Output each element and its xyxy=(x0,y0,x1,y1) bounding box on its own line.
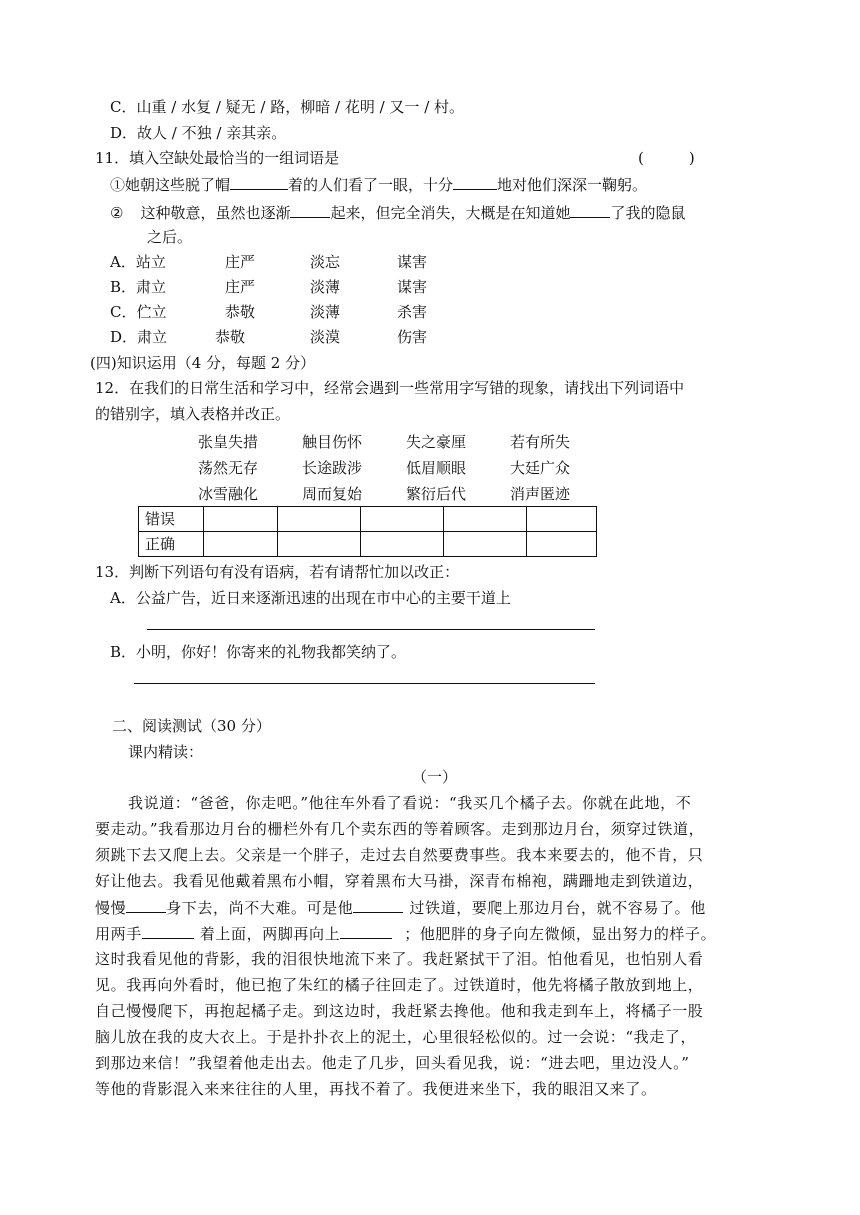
word-item: 低眉顺眼 xyxy=(406,459,467,477)
passage-fragment: 慢慢 xyxy=(95,899,127,917)
q12-correction-table xyxy=(138,506,597,557)
fill-blank[interactable] xyxy=(453,174,497,190)
fill-blank[interactable] xyxy=(353,897,403,913)
passage-line-with-blanks xyxy=(95,923,716,944)
answer-cell[interactable] xyxy=(361,532,444,557)
answer-cell[interactable] xyxy=(527,532,597,557)
passage-line: 脑儿放在我的皮大衣上。于是扑扑衣上的泥土，心里很轻松似的。过一会说：“我走了， xyxy=(95,1028,697,1046)
passage-line: 这时我看见他的背影，我的泪很快地流下来了。我赶紧拭干了泪。怕他看见，也怕别人看 xyxy=(95,950,704,968)
option-word: 恭敬 xyxy=(215,328,246,346)
word-item: 周而复始 xyxy=(302,485,363,503)
q13-stem: 13．判断下列语句有没有语病，若有请帮忙加以改正： xyxy=(95,563,460,581)
answer-cell[interactable] xyxy=(361,507,444,532)
word-item: 若有所失 xyxy=(510,433,571,451)
q11-sentence-2 xyxy=(110,202,686,223)
q11-s1-part-b: 着的人们看了一眼，十分 xyxy=(288,176,454,194)
answer-cell[interactable] xyxy=(204,532,278,557)
q11-s2-part-b: 起来，但完全消失，大概是在知道她 xyxy=(330,204,571,222)
fill-blank[interactable] xyxy=(290,202,330,218)
option-word: 庄严 xyxy=(225,253,256,271)
word-item: 失之豪厘 xyxy=(406,433,467,451)
option-word: 恭敬 xyxy=(225,303,256,321)
option-word: 淡漠 xyxy=(310,328,341,346)
q11-sentence-1 xyxy=(110,174,647,195)
passage-line-with-blanks xyxy=(95,897,706,918)
q11-s1-part-a: ①她朝这些脱了帽 xyxy=(110,176,231,194)
passage-fragment: 用两手 xyxy=(95,925,142,943)
option-word: 谋害 xyxy=(397,278,428,296)
answer-cell[interactable] xyxy=(444,507,527,532)
word-item: 张皇失措 xyxy=(198,433,259,451)
passage-line: 我说道：“爸爸，你走吧。”他往车外看了看说：“我买几个橘子去。你就在此地，不 xyxy=(128,794,692,812)
passage-fragment: 着上面，两脚再向上 xyxy=(199,925,341,943)
passage-line: 要走动。”我看那边月台的栅栏外有几个卖东西的等着顾客。走到那边月台，须穿过铁道， xyxy=(95,820,705,838)
passage-line: 等他的背影混入来来往往的人里，再找不着了。我便进来坐下，我的眼泪又来了。 xyxy=(95,1080,657,1098)
passage-fragment: ；他肥胖的身子向左微倾，显出努力的样子。 xyxy=(404,925,717,943)
q12-stem-line-1: 12．在我们的日常生活和学习中，经常会遇到一些常用字写错的现象，请找出下列词语中 xyxy=(95,379,685,397)
section-4-heading: (四)知识运用（4 分，每题 2 分） xyxy=(90,354,316,372)
row-header-right: 正确 xyxy=(139,532,204,557)
answer-cell[interactable] xyxy=(444,532,527,557)
passage-line: 好让他去。我看见他戴着黑布小帽，穿着黑布大马褂，深青布棉袍，蹒跚地走到铁道边， xyxy=(95,872,704,890)
option-word: 杀害 xyxy=(397,303,428,321)
word-item: 消声匿迹 xyxy=(510,485,571,503)
q10-option-c: C．山重 / 水复 / 疑无 / 路，柳暗 / 花明 / 又一 / 村。 xyxy=(110,98,465,116)
word-item: 大廷广众 xyxy=(510,459,571,477)
option-word: 谋害 xyxy=(397,253,428,271)
fill-blank[interactable] xyxy=(142,923,194,939)
option-word: 淡薄 xyxy=(310,303,341,321)
word-item: 荡然无存 xyxy=(198,459,259,477)
word-item: 冰雪融化 xyxy=(198,485,259,503)
table-row xyxy=(139,507,597,532)
answer-cell[interactable] xyxy=(278,532,361,557)
q11-stem: 11．填入空缺处最恰当的一组词语是 xyxy=(95,149,340,167)
q11-s2-number: ② xyxy=(110,204,124,222)
word-item: 繁衍后代 xyxy=(406,485,467,503)
word-item: 触目伤怀 xyxy=(302,433,363,451)
answer-cell[interactable] xyxy=(278,507,361,532)
table-row xyxy=(139,532,597,557)
q11-s1-part-c: 地对他们深深一鞠躬。 xyxy=(497,176,648,194)
passage-line: 自己慢慢爬下，再抱起橘子走。到这边时，我赶紧去搀他。他和我走到车上，将橘子一股 xyxy=(95,1002,704,1020)
passage-number: （一） xyxy=(412,768,458,786)
option-word: 淡忘 xyxy=(310,253,341,271)
q13-option-a: A．公益广告，近日来逐渐迅速的出现在市中心的主要干道上 xyxy=(110,589,511,607)
part-2-subheading: 课内精读： xyxy=(128,743,204,761)
answer-cell[interactable] xyxy=(527,507,597,532)
q11-s2-part-d: 之后。 xyxy=(147,228,193,246)
q11-answer-paren: ( ) xyxy=(638,149,695,167)
q12-word-list xyxy=(198,431,598,506)
q11-s2-part-a: 这种敬意，虽然也逐渐 xyxy=(140,204,291,222)
passage-fragment: 身下去，尚不大难。可是他 xyxy=(166,899,354,917)
q13-option-b: B．小明，你好！你寄来的礼物我都笑纳了。 xyxy=(110,643,407,661)
q11-s2-part-c: 了我的隐鼠 xyxy=(610,204,686,222)
option-label: D．肃立 xyxy=(110,328,168,346)
option-label: A．站立 xyxy=(110,253,166,271)
option-word: 淡薄 xyxy=(310,278,341,296)
option-word: 庄严 xyxy=(225,278,256,296)
answer-line[interactable] xyxy=(134,683,595,684)
fill-blank[interactable] xyxy=(340,923,392,939)
option-label: B．肃立 xyxy=(110,278,167,296)
passage-line: 见。我再向外看时，他已抱了朱红的橘子往回走了。过铁道时，他先将橘子散放到地上， xyxy=(95,976,704,994)
passage-line: 须跳下去又爬上去。父亲是一个胖子，走过去自然要费事些。我本来要去的，他不肯，只 xyxy=(95,846,704,864)
row-header-wrong: 错误 xyxy=(139,507,204,532)
option-label: C．伫立 xyxy=(110,303,167,321)
fill-blank[interactable] xyxy=(126,897,166,913)
q12-stem-line-2: 的错别字，填入表格并改正。 xyxy=(95,405,291,423)
fill-blank[interactable] xyxy=(570,202,610,218)
fill-blank[interactable] xyxy=(230,174,288,190)
answer-cell[interactable] xyxy=(204,507,278,532)
passage-line: 到那边来信！”我望着他走出去。他走了几步，回头看见我，说：“进去吧，里边没人。” xyxy=(95,1054,690,1072)
option-word: 伤害 xyxy=(397,328,428,346)
answer-line[interactable] xyxy=(147,629,595,630)
word-item: 长途跋涉 xyxy=(302,459,363,477)
q10-option-d: D．故人 / 不独 / 亲其亲。 xyxy=(110,124,287,142)
passage-fragment: 过铁道，要爬上那边月台，就不容易了。他 xyxy=(409,899,706,917)
part-2-heading: 二、阅读测试（30 分） xyxy=(112,717,271,735)
